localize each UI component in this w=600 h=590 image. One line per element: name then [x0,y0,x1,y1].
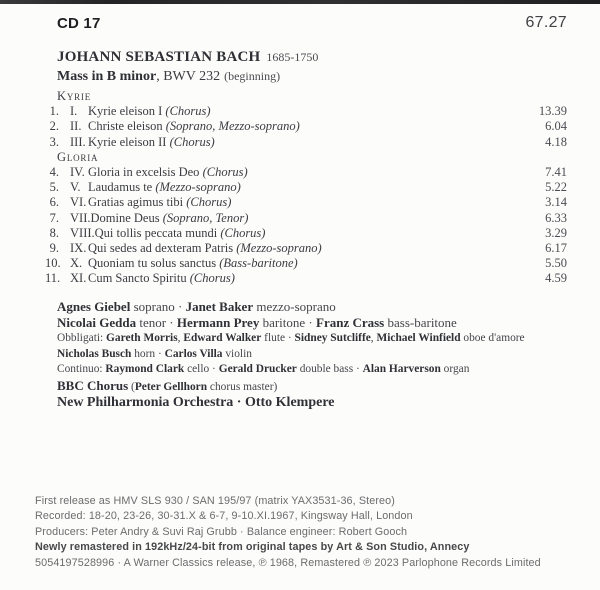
performer-segment: soprano · [130,299,186,314]
performer-segment: Nicholas Busch [57,347,132,360]
track-row [45,135,567,150]
track-roman-numeral: III. [70,134,86,149]
track-number: 10. [45,256,61,271]
performer-segment: double bass · [296,363,363,376]
track-performers: (Chorus) [202,164,248,179]
track-duration: 5.50 [545,256,567,271]
track-row [45,211,567,226]
performer-line [57,347,567,363]
track-title: Quoniam tu solus sanctus (Bass-baritone) [88,256,298,271]
track-duration: 3.14 [545,195,567,210]
track-number: 6. [49,195,59,210]
track-performers: (Chorus) [165,104,211,119]
track-performers: (Chorus) [186,195,232,210]
track-duration: 3.29 [545,225,567,240]
track-performers: (Soprano, Tenor) [162,210,249,225]
performer-segment: Continuo: [57,363,106,376]
track-duration: 4.59 [545,271,567,286]
track-number: 2. [49,119,59,134]
track-duration: 5.22 [545,180,567,195]
work-title-line [57,67,318,85]
track-roman-numeral: VI. [70,195,87,210]
performer-segment: Janet Baker [185,299,254,314]
track-roman-numeral: II. [70,119,82,134]
track-row [45,241,567,256]
page-top-edge [0,0,600,4]
track-title: Kyrie eleison II (Chorus) [88,134,215,149]
performer-segment: chorus master) [207,380,278,393]
work-note: (beginning) [224,69,281,83]
performer-segment: violin [222,347,252,360]
performer-line [57,315,567,331]
track-title: Qui sedes ad dexteram Patris (Mezzo-soprano) [88,240,322,255]
performer-segment: Edward Walker [183,332,262,344]
performer-line [57,378,567,395]
track-number: 8. [49,225,59,240]
performer-segment: Peter Gellhorn [134,380,208,393]
track-row [45,226,567,241]
performer-segment: Michael Winfield [376,332,461,344]
performer-segment: Hermann Prey [176,315,260,330]
track-duration: 13.39 [538,104,567,119]
performer-segment: Carlos Villa [164,347,223,360]
track-title: Qui tollis peccata mundi (Chorus) [94,225,266,240]
work-header [57,48,318,85]
performer-segment: Raymond Clark [105,363,185,376]
track-performers: (Bass-baritone) [219,256,298,271]
track-title: Cum Sancto Spiritu (Chorus) [88,271,235,286]
performer-segment: oboe d'amore [460,332,525,344]
track-number: 11. [45,271,61,286]
track-title: Christe eleison (Soprano, Mezzo-soprano) [88,119,300,134]
track-duration: 6.04 [545,119,567,134]
fine-print-line: 5054197528996 · A Warner Classics release, ℗ 1968, Remastered ℗ 2023 Parlophone Records Limited [35,556,541,569]
track-roman-numeral: IV. [70,164,85,179]
performers-block [57,299,567,412]
fine-print-line: Producers: Peter Andry & Suvi Raj Grubb · Balance engineer: Robert Gooch [35,525,408,538]
track-roman-numeral: IX. [70,240,87,255]
track-row [45,165,567,180]
performer-line [57,331,567,347]
performer-segment: ( [128,380,135,393]
track-roman-numeral: VII. [70,210,91,225]
performer-segment: Alan Harverson [362,363,441,376]
work-title: Mass in B minor [57,69,157,84]
fine-print-line: Recorded: 18-20, 23-26, 30-31.X & 6-7, 9-10.XI.1967, Kingsway Hall, London [35,510,413,523]
performer-segment: horn · [131,347,165,360]
track-number: 7. [49,210,59,225]
track-duration: 7.41 [545,164,567,179]
section-heading-kyrie: Kyrie [57,89,92,103]
total-duration: 67.27 [525,14,567,31]
performer-segment: Sidney Sutcliffe [294,332,371,344]
performer-segment: bass-baritone [384,315,457,330]
performer-segment: organ [440,363,470,376]
track-title: Laudamus te (Mezzo-soprano) [88,180,241,195]
track-performers: (Chorus) [189,271,235,286]
fine-print-line: First release as HMV SLS 930 / SAN 195/97 (matrix YAX3531-36, Stereo) [35,495,395,507]
performer-segment: Nicolai Gedda [57,315,137,330]
performer-segment: Agnes Giebel [57,299,131,314]
track-duration: 4.18 [545,134,567,149]
performer-segment: cello · [184,363,219,376]
track-performers: (Soprano, Mezzo-soprano) [165,119,300,134]
track-title: Gloria in excelsis Deo (Chorus) [88,164,248,179]
composer-line [57,48,318,66]
track-title: Domine Deus (Soprano, Tenor) [90,210,249,225]
performer-line [57,395,567,412]
track-performers: (Chorus) [220,225,266,240]
performer-segment: Franz Crass [316,315,385,330]
track-row [45,119,567,134]
cd-number-label: CD 17 [57,15,101,32]
fine-print-block [35,494,575,571]
track-row [45,271,567,286]
performer-segment: Obbligati: [57,332,107,344]
performer-segment: , [370,332,377,344]
track-title: Kyrie eleison I (Chorus) [88,104,211,119]
track-duration: 6.33 [545,210,567,225]
track-performers: (Mezzo-soprano) [236,240,322,255]
composer-dates: 1685-1750 [266,50,319,64]
track-roman-numeral: XI. [70,271,87,286]
track-roman-numeral: X. [70,256,83,271]
track-row [45,195,567,210]
performer-segment: mezzo-soprano [253,299,336,314]
performer-segment: flute · [261,332,295,344]
work-catalog-number: , BWV 232 [156,69,221,84]
performer-segment: Gerald Drucker [218,363,297,376]
track-number: 5. [49,180,59,195]
performer-segment: , [177,332,184,344]
track-performers: (Mezzo-soprano) [155,180,241,195]
fine-print-line: Newly remastered in 192kHz/24-bit from original tapes by Art & Son Studio, Annecy [35,541,470,554]
track-number: 4. [49,164,59,179]
track-row [45,256,567,271]
track-row [45,104,567,119]
section-heading-gloria: Gloria [57,149,99,164]
track-row [45,180,567,195]
track-performers: (Chorus) [169,134,215,149]
track-duration: 6.17 [545,240,567,255]
performer-segment: New Philharmonia Orchestra · Otto Klempere [57,395,335,411]
track-roman-numeral: V. [70,180,81,195]
track-roman-numeral: I. [70,104,78,119]
performer-segment: baritone · [259,315,316,330]
track-number: 9. [49,240,59,255]
performer-line [57,362,567,378]
performer-segment: Gareth Morris [106,332,178,344]
track-sections [45,89,567,286]
track-number: 3. [49,134,59,149]
track-number: 1. [49,104,59,119]
performer-line [57,299,567,315]
track-roman-numeral: VIII. [70,225,95,240]
performer-segment: BBC Chorus [57,377,129,393]
performer-segment: tenor · [136,315,177,330]
track-title: Gratias agimus tibi (Chorus) [88,195,232,210]
composer-name: JOHANN SEBASTIAN BACH [57,49,261,65]
